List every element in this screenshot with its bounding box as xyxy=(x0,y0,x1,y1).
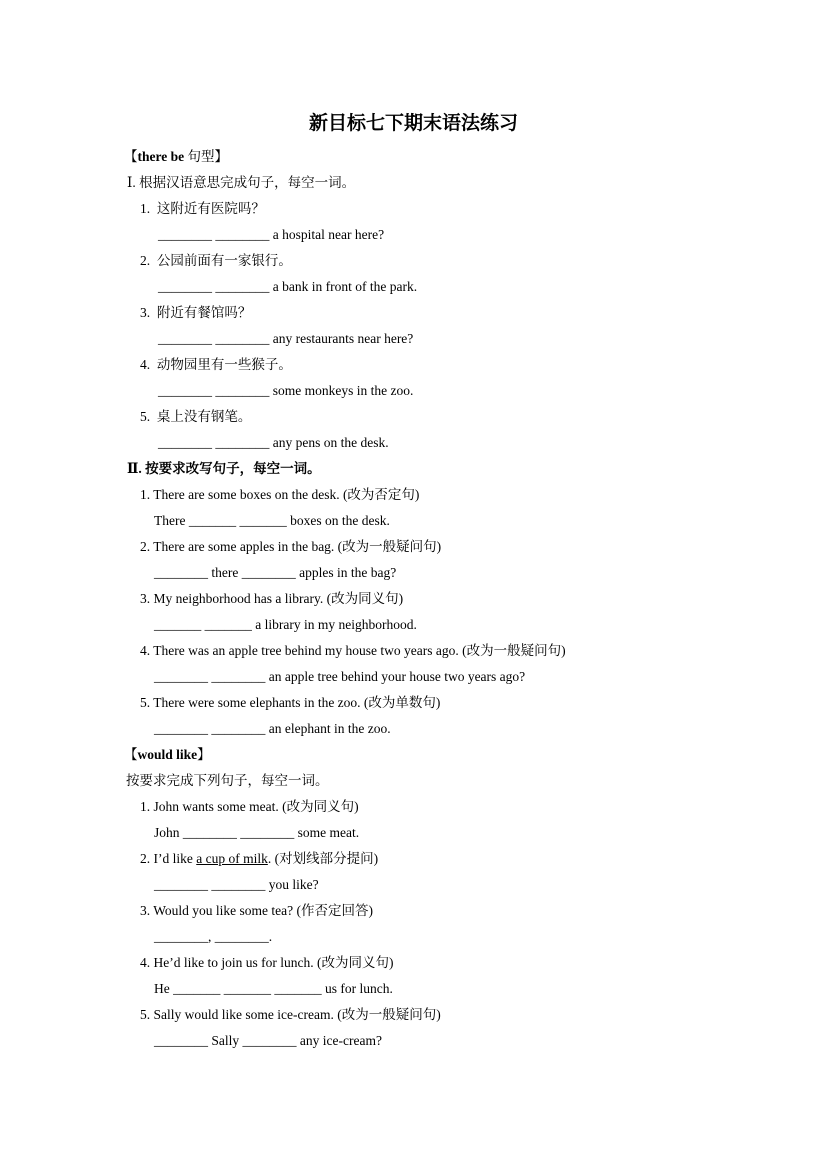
s2-item-5-prompt: 5. Sally would like some ice-cream. (改为一般疑问句) xyxy=(140,1007,441,1022)
part2-item-4-prompt: 4. There was an apple tree behind my house two years ago. (改为一般疑问句) xyxy=(140,643,566,658)
part2-item-5-prompt: 5. There were some elephants in the zoo. (改为单数句) xyxy=(140,695,441,710)
bracket-close: 】 xyxy=(214,149,228,164)
s2-item-1-answer: John ________ ________ some meat. xyxy=(154,825,360,840)
bracket-open: 【 xyxy=(124,747,138,762)
part2-item-1-prompt: 1. There are some boxes on the desk. (改为否定句) xyxy=(140,487,420,502)
part1-item-4-answer: ________ ________ some monkeys in the zoo. xyxy=(158,383,414,398)
s2-item-4-prompt: 4. He’d like to join us for lunch. (改为同义句) xyxy=(140,955,394,970)
part2-item-4-answer: ________ ________ an apple tree behind your house two years ago? xyxy=(154,669,526,684)
part2-item-2-prompt: 2. There are some apples in the bag. (改为一般疑问句) xyxy=(140,539,442,554)
part1-item-1-prompt: 1. 这附近有医院吗？ xyxy=(140,201,265,216)
s2-item-4-answer: He _______ _______ _______ us for lunch. xyxy=(154,981,393,996)
part1-item-5-prompt: 5. 桌上没有钢笔。 xyxy=(140,409,252,424)
prompt-post: . (对划线部分提问) xyxy=(267,851,379,866)
part2-item-3-answer: _______ _______ a library in my neighborhood. xyxy=(154,617,417,632)
underlined-phrase: a cup of milk xyxy=(196,851,268,866)
heading-en: would like xyxy=(137,747,198,762)
bracket-open: 【 xyxy=(124,149,138,164)
part1-item-2-answer: ________ ________ a bank in front of the park. xyxy=(158,279,418,294)
part2-item-1-answer: There _______ _______ boxes on the desk. xyxy=(154,513,390,528)
page-title: 新目标七下期末语法练习 xyxy=(308,113,518,134)
part2-item-3-prompt: 3. My neighborhood has a library. (改为同义句) xyxy=(140,591,404,606)
part2-item-5-answer: ________ ________ an elephant in the zoo. xyxy=(154,721,391,736)
part1-item-2-prompt: 2. 公园前面有一家银行。 xyxy=(140,253,292,268)
s2-item-5-answer: ________ Sally ________ any ice-cream? xyxy=(154,1033,382,1048)
prompt-pre: 2. I’d like xyxy=(140,851,197,866)
section2-instruction: 按要求完成下列句子，每空一词。 xyxy=(126,773,329,788)
heading-cn: 句型 xyxy=(184,149,215,164)
part1-item-4-prompt: 4. 动物园里有一些猴子。 xyxy=(140,357,292,372)
part1-item-1-answer: ________ ________ a hospital near here? xyxy=(158,227,385,242)
section-heading-there-be xyxy=(124,148,228,166)
s2-item-3-prompt: 3. Would you like some tea? (作否定回答) xyxy=(140,903,374,918)
part2-item-2-answer: ________ there ________ apples in the bag? xyxy=(154,565,397,580)
bracket-close: 】 xyxy=(197,747,211,762)
s2-item-2-prompt xyxy=(140,850,378,868)
section-heading-would-like xyxy=(124,746,211,764)
part1-item-3-prompt: 3. 附近有餐馆吗？ xyxy=(140,305,252,320)
part2-heading: Ⅱ. 按要求改写句子，每空一词。 xyxy=(127,461,321,476)
part1-heading: Ⅰ. 根据汉语意思完成句子，每空一词。 xyxy=(127,175,356,190)
s2-item-2-answer: ________ ________ you like? xyxy=(154,877,319,892)
s2-item-1-prompt: 1. John wants some meat. (改为同义句) xyxy=(140,799,359,814)
part1-item-3-answer: ________ ________ any restaurants near here? xyxy=(158,331,414,346)
s2-item-3-answer: ________, ________. xyxy=(154,929,273,944)
heading-en: there be xyxy=(137,149,185,164)
part1-item-5-answer: ________ ________ any pens on the desk. xyxy=(158,435,389,450)
